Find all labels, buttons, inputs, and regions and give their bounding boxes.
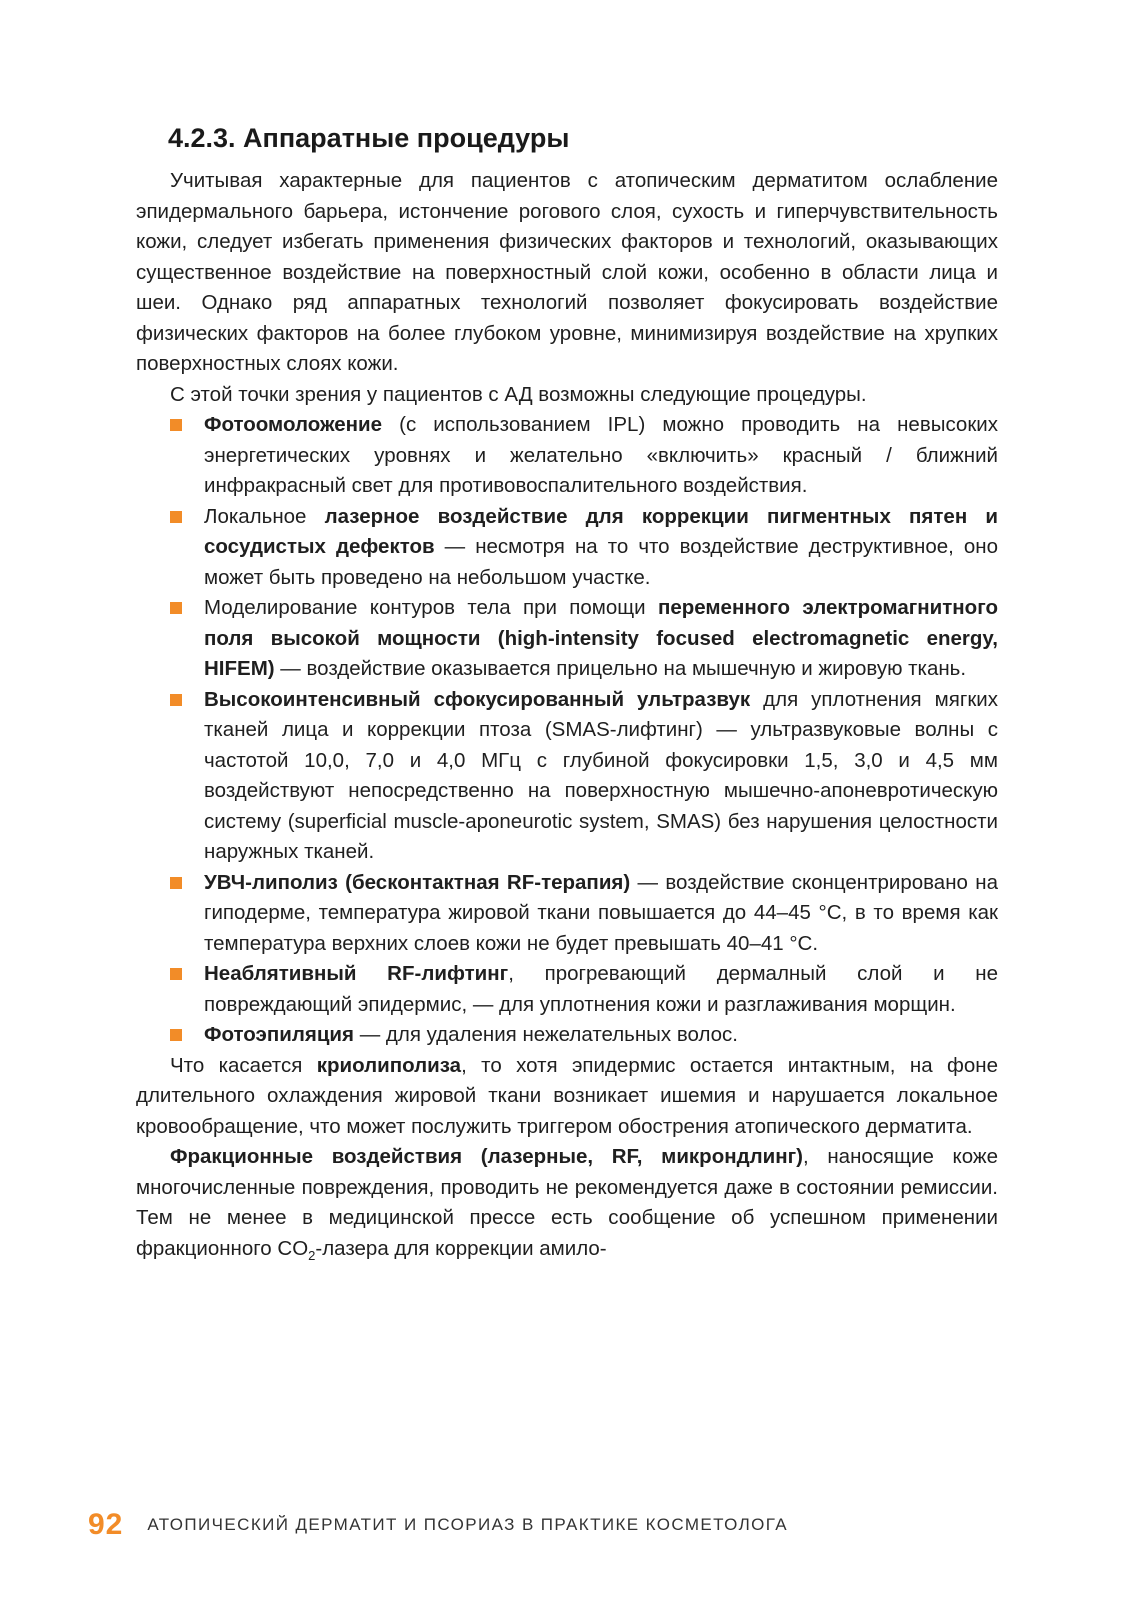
list-item-photorejuvenation xyxy=(136,410,998,502)
cryolipolysis-paragraph xyxy=(136,1051,998,1143)
list-item-pre: Моделирование контуров тела при помощи xyxy=(204,596,658,619)
running-title: АТОПИЧЕСКИЙ ДЕРМАТИТ И ПСОРИАЗ В ПРАКТИКЕ КОСМЕТОЛОГА xyxy=(147,1515,788,1534)
list-item-post: , прогревающий дермалный слой и не повреждающий эпидермис, — для уплотнения кожи и разглаживания морщин. xyxy=(204,962,998,1016)
list-item-term: переменного электромагнитного поля высокой мощности (high-intensity focused electromagnetic energy, HIFEM) xyxy=(204,596,998,680)
list-item-post: для уплотнения мягких тканей лица и коррекции птоза (SMAS-лифтинг) — ультразвуковые волны с частотой 10,0, 7,0 и 4,0 МГц с глубиной фокусировки 1,5, 3,0 и 4,5 мм воздействуют непосредственно на поверхностную мышечно-апоневротическую систему (superficial muscle-aponeurotic system, SMAS) без нарушения целостности наружных тканей. xyxy=(204,687,998,863)
list-item-term: УВЧ-липолиз (бесконтактная RF-терапия) xyxy=(204,870,631,894)
cryo-pre: Что касается xyxy=(170,1053,317,1077)
list-item-text xyxy=(204,410,998,502)
orange-square-bullet-icon xyxy=(170,511,182,523)
list-item-term: Высокоинтенсивный сфокусированный ультразвук xyxy=(204,687,751,711)
section-heading: 4.2.3. Аппаратные процедуры xyxy=(168,123,570,153)
list-item-term: Неаблятивный RF-лифтинг xyxy=(204,962,509,985)
subscript-two: 2 xyxy=(308,1247,316,1263)
page-number: 92 xyxy=(88,1508,124,1541)
list-item-text xyxy=(204,868,998,960)
list-item-rf-lifting xyxy=(136,959,998,1020)
list-item-pre: Локальное xyxy=(204,504,325,528)
list-item-photoepilation xyxy=(136,1020,998,1051)
page-footer xyxy=(88,1508,788,1542)
orange-square-bullet-icon xyxy=(170,877,182,889)
list-item-text xyxy=(204,1020,998,1051)
fractional-paragraph xyxy=(136,1142,998,1264)
list-item-ultrasound xyxy=(136,685,998,868)
orange-square-bullet-icon xyxy=(170,602,182,614)
list-item-post: — для удаления нежелательных волос. xyxy=(354,1023,738,1046)
orange-square-bullet-icon xyxy=(170,968,182,980)
list-item-text xyxy=(204,685,998,868)
list-item-term: лазерное воздействие для коррекции пигментных пятен и сосудистых дефектов xyxy=(204,504,998,558)
list-item-laser xyxy=(136,502,998,594)
cryo-post: , то хотя эпидермис остается интактным, на фоне длительного охлаждения жировой ткани возникает ишемия и нарушается локальное кровообращение, что может послужить триггером обострения атопического дерматита. xyxy=(136,1053,998,1138)
orange-square-bullet-icon xyxy=(170,419,182,431)
list-item-uhf-lipolysis xyxy=(136,868,998,960)
list-item-text xyxy=(204,593,998,685)
intro-paragraph: Учитывая характерные для пациентов с атопическим дерматитом ослабление эпидермального барьера, истончение рогового слоя, сухость и гиперчувствительность кожи, следует избегать применения физических факторов и технологий, оказывающих существенное воздействие на поверхностный слой кожи, особенно в области лица и шеи. Однако ряд аппаратных технологий позволяет фокусировать воздействие физических факторов на более глубоком уровне, минимизируя воздействие на хрупких поверхностных слоях кожи. xyxy=(136,169,998,375)
orange-square-bullet-icon xyxy=(170,694,182,706)
list-item-term: Фотоомоложение xyxy=(204,413,383,436)
list-item-text xyxy=(204,959,998,1020)
page-content xyxy=(136,120,998,1264)
list-item-post: — воздействие сконцентрировано на гиподерме, температура жировой ткани повышается до 44–45 °С, в то время как температура верхних слоев кожи не будет превышать 40–41 °С. xyxy=(204,870,998,955)
list-item-post: (с использованием IPL) можно проводить на невысоких энергетических уровнях и желательно «включить» красный / ближний инфракрасный свет для противовоспалительного воздействия. xyxy=(204,413,998,497)
orange-square-bullet-icon xyxy=(170,1029,182,1041)
list-item-term: Фотоэпиляция xyxy=(204,1023,354,1046)
fractional-term: Фракционные воздействия (лазерные, RF, микрондлинг) xyxy=(170,1145,803,1168)
lead-paragraph: С этой точки зрения у пациентов с АД возможны следующие процедуры. xyxy=(170,382,867,406)
fractional-tail: -лазера для коррекции амило- xyxy=(315,1236,607,1260)
list-item-post: — воздействие оказывается прицельно на мышечную и жировую ткань. xyxy=(274,657,967,680)
list-item-post: — несмотря на то что воздействие деструктивное, оно может быть проведено на небольшом участке. xyxy=(204,535,998,589)
list-item-text xyxy=(204,502,998,594)
procedure-list xyxy=(136,410,998,1051)
cryo-term: криолиполиза xyxy=(316,1053,462,1077)
list-item-hifem xyxy=(136,593,998,685)
fractional-post: , наносящие коже многочисленные повреждения, проводить не рекомендуется даже в состоянии ремиссии. Тем не менее в медицинской прессе есть сообщение об успешном применении фракционного CO xyxy=(136,1145,998,1260)
